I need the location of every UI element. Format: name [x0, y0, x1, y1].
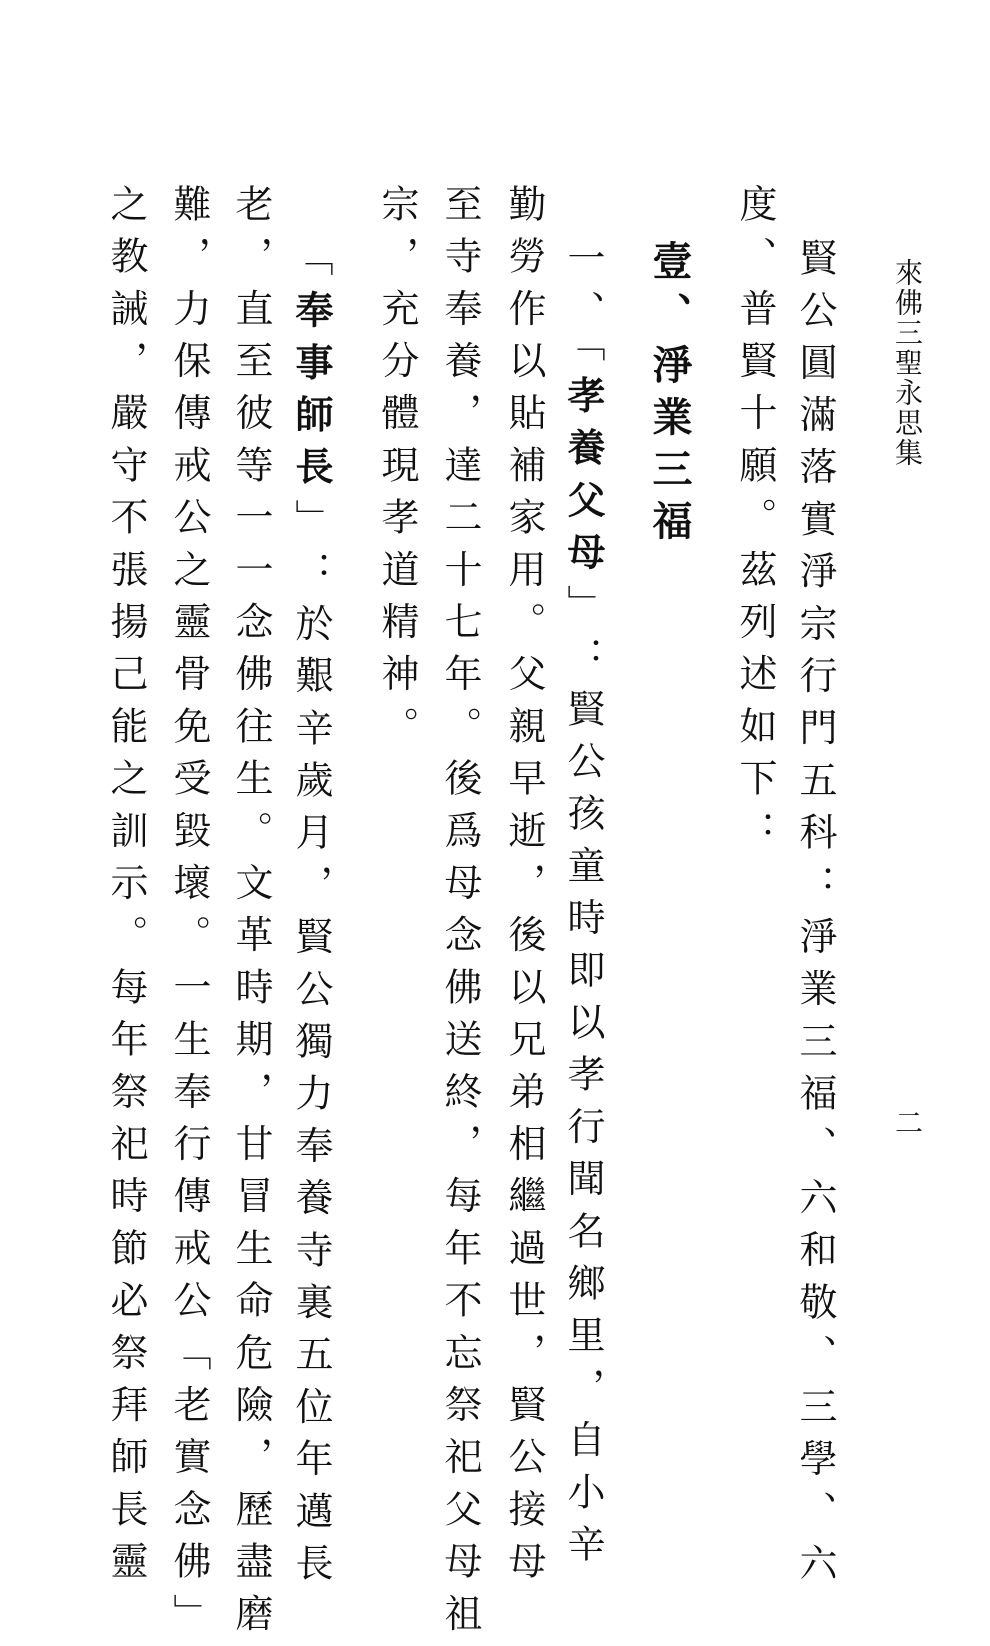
item1-term: 孝養父母	[561, 375, 606, 585]
item1-line-4: 宗，充分體現孝道精神。	[375, 184, 419, 759]
item1-text: 」：賢公孩童時即以孝行聞名鄉里，自小辛	[561, 584, 605, 1577]
item2-term: 奉事師長	[289, 290, 334, 500]
section-heading: 壹、淨業三福	[646, 240, 693, 552]
item2-line-3: 難，力保傳戒公之靈骨免受毀壞。一生奉行傳戒公「老實念佛」	[167, 184, 211, 1646]
item1-prefix: 一、「	[561, 238, 605, 376]
item2-prefix: 「	[289, 238, 333, 291]
item2-text: 」：於艱辛歲月，賢公獨力奉養寺裏五位年邁長	[289, 499, 333, 1596]
item1-line-2: 勤勞作以貼補家用。父親早逝，後以兄弟相繼過世，賢公接母	[502, 184, 546, 1594]
item1-line-1	[561, 238, 606, 1577]
intro-line-2: 度、普賢十願。茲列述如下：	[733, 184, 777, 863]
page-number: 二	[891, 1108, 924, 1136]
item2-line-2: 老，直至彼等一一念佛往生。文革時期，甘冒生命危險，歷盡磨	[229, 184, 273, 1646]
item2-line-1	[289, 238, 334, 1596]
intro-line-1: 賢公圓滿落實淨宗行門五科：淨業三福、六和敬、三學、六	[793, 238, 837, 1596]
book-title: 來佛三聖永思集	[891, 258, 924, 468]
item2-line-4: 之教誡，嚴守不張揚己能之訓示。每年祭祀時節必祭拜師長靈	[104, 184, 148, 1594]
item1-line-3: 至寺奉養，達二十七年。後爲母念佛送終，每年不忘祭祀父母祖	[438, 184, 482, 1646]
